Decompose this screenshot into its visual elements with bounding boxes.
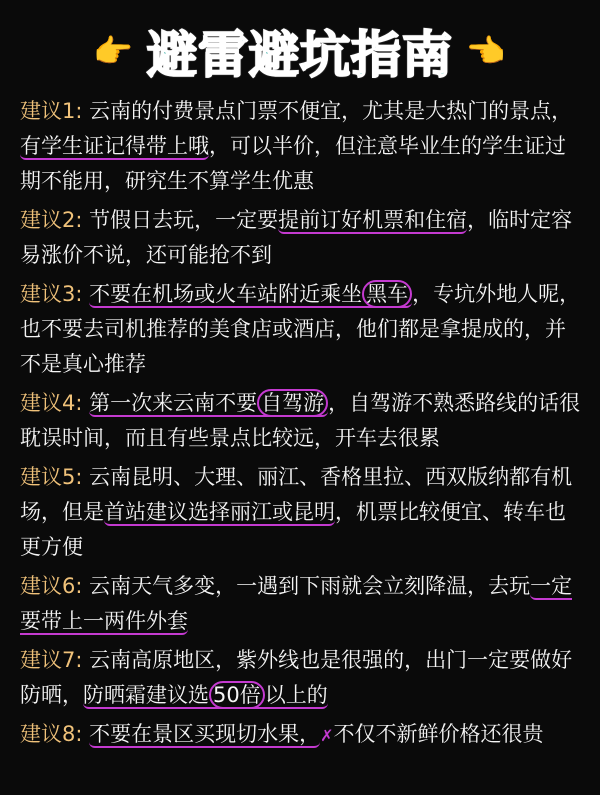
tip-label: 建议8: <box>20 722 83 746</box>
pointing-hand-icon: 👉 <box>467 32 507 70</box>
tip-item-2 <box>20 203 585 273</box>
tip-text: ，临时定容易涨价不说，还可能抢不到 <box>20 208 573 267</box>
underlined-text: 提前订好机票和住宿 <box>278 208 468 232</box>
tip-item-7 <box>20 643 585 713</box>
tip-item-5 <box>20 460 585 565</box>
underlined-text: 首站建议选择丽江或昆明 <box>104 500 335 524</box>
page-title: 避雷避坑指南 <box>147 26 453 84</box>
tip-text: 云南的付费景点门票不便宜，尤其是大热门的景点， <box>89 99 573 123</box>
tip-item-1 <box>20 94 585 199</box>
tip-label: 建议4: <box>20 391 83 415</box>
tip-label: 建议3: <box>20 282 83 306</box>
tip-text: ，可以半价，但注意毕业生的学生证过期不能用，研究生不算学生优惠 <box>20 134 566 193</box>
underlined-text <box>89 391 328 417</box>
circled-text: 黑车 <box>362 280 412 308</box>
tip-text: 云南昆明、大理、丽江、香格里拉、西双版纳都有机场，但是 <box>20 465 573 524</box>
underlined-text: 有学生证记得带上哦 <box>20 134 209 158</box>
underlined-text <box>89 282 412 308</box>
tip-item-4 <box>20 386 585 456</box>
tip-label: 建议7: <box>20 648 83 672</box>
tip-text: ，专坑外地人呢，也不要去司机推荐的美食店或酒店，他们都是拿提成的，并不是真心推荐 <box>20 282 581 376</box>
tip-text: ，自驾游不熟悉路线的话很耽误时间，而且有些景点比较远，开车去很累 <box>20 391 581 450</box>
tip-text: 节假日去玩，一定要 <box>89 208 279 232</box>
tip-text: 第一次来云南不要 <box>89 391 258 415</box>
tip-item-3 <box>20 277 585 382</box>
tip-text: 以上的 <box>264 683 328 707</box>
tip-label: 建议6: <box>20 574 83 598</box>
tip-text: 防晒霜建议选 <box>83 683 209 707</box>
underlined-text: 一定要带上一两件外套 <box>20 574 573 633</box>
tip-text: 云南高原地区，紫外线也是很强的，出门一定要做好防晒， <box>20 648 573 707</box>
tip-text: 云南天气多变，一遇到下雨就会立刻降温，去玩 <box>89 574 531 598</box>
tips-list <box>20 94 585 757</box>
tip-text: 不要在机场或火车站附近乘坐 <box>89 282 363 306</box>
header <box>0 16 600 86</box>
circled-text: 50倍 <box>209 681 265 709</box>
tip-label: 建议5: <box>20 465 83 489</box>
tip-label: 建议1: <box>20 99 83 123</box>
pointing-hand-icon: 👉 <box>93 32 133 70</box>
tip-text: ，机票比较便宜、转车也更方便 <box>20 500 566 559</box>
circled-text: 自驾游 <box>257 389 328 417</box>
tip-item-6 <box>20 569 585 639</box>
tip-item-8 <box>20 717 585 753</box>
tip-label: 建议2: <box>20 208 83 232</box>
tip-text: 不仅不新鲜价格还很贵 <box>333 722 544 746</box>
underlined-text: 不要在景区买现切水果， <box>89 722 321 746</box>
underlined-text <box>83 683 328 709</box>
scribble-mark-icon: ✗ <box>320 726 334 745</box>
